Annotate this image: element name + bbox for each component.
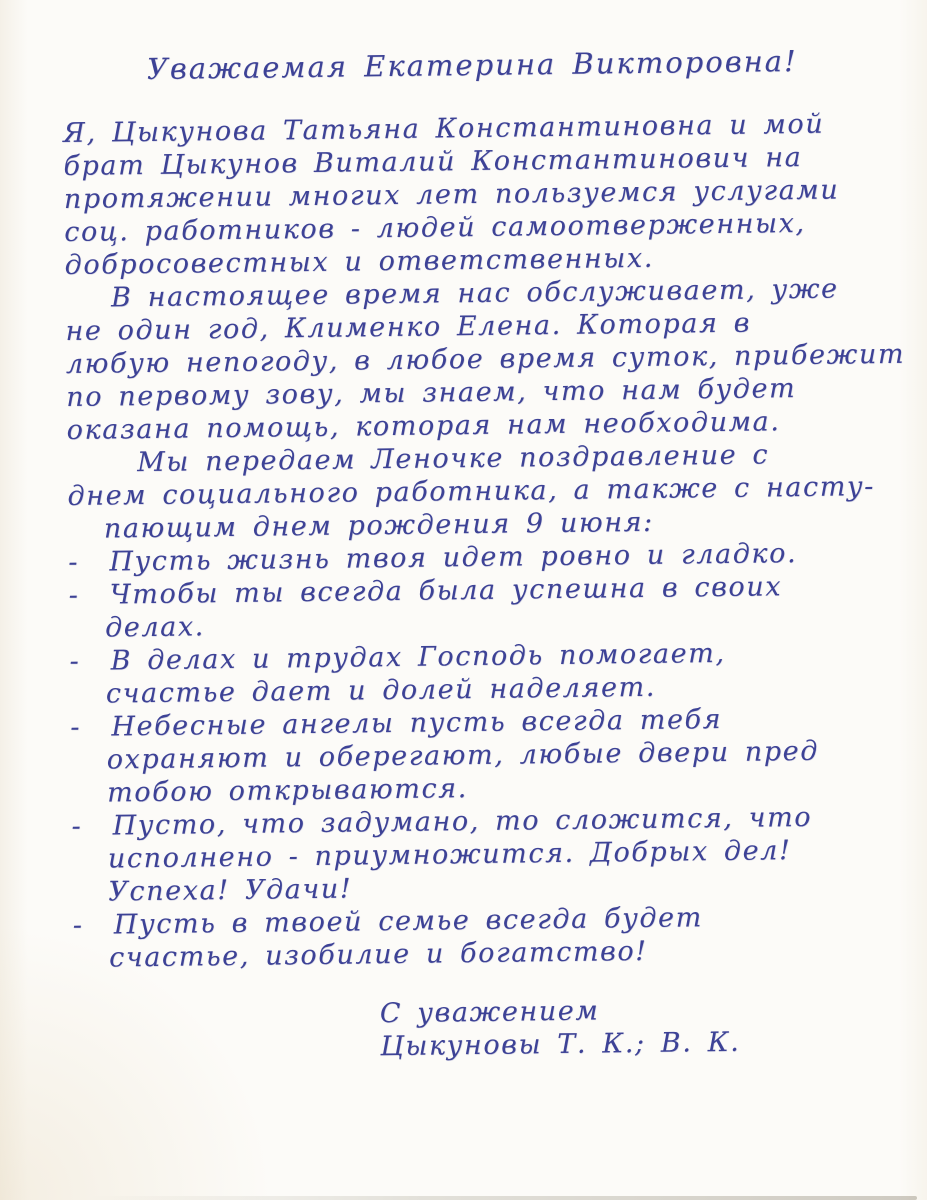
letter-line: тобою открываются.	[106, 773, 469, 809]
letter-line: счастье, изобилие и богатство!	[108, 935, 648, 974]
signature-names: Цыкуновы Т. К.; В. К.	[380, 1026, 741, 1063]
signature-closing: С уважением	[379, 995, 600, 1030]
letter-line: - Пусть в твоей семье всегда будет	[72, 902, 704, 941]
letter-line: - Чтобы ты всегда была успешна в своих	[68, 571, 783, 611]
letter-line: - Пусто, что задумано, то сложится, что	[71, 801, 813, 842]
letter-line: - Небесные ангелы пусть всегда тебя	[70, 703, 723, 743]
letter-line: оказана помощь, которая нам необходима.	[66, 406, 781, 446]
letter-line: брат Цыкунов Виталий Константинович на	[63, 141, 803, 182]
signature-block	[74, 991, 895, 1067]
letter-line: по первому зову, мы знаем, что нам будет	[66, 373, 797, 413]
letter-line: добросовестных и ответственных.	[64, 242, 655, 281]
letter-line: делах.	[104, 611, 206, 644]
letter-line: - В делах и трудах Господь помогает,	[69, 637, 726, 677]
letter-line: Я, Цыкунова Татьяна Константиновна и мой	[62, 108, 825, 150]
letter-line: исполнено - приумножится. Добрых дел!	[107, 835, 792, 875]
letter-body	[62, 107, 906, 975]
letter-line: любую непогоду, в любое время суток, прибежит	[65, 338, 906, 380]
letter-line: В настоящее время нас обслуживает, уже	[110, 273, 839, 314]
letter-line: Мы передаем Леночке поздравление с	[136, 439, 770, 479]
letter-line: днем социального работника, а также с насту-	[67, 471, 876, 512]
letter-line: соц. работников - людей самоотверженных,	[64, 207, 806, 248]
letter-line: счастье дает и долей наделяет.	[105, 671, 657, 710]
letter-salutation: Уважаемая Екатерина Викторовна!	[146, 44, 798, 86]
handwritten-letter	[62, 39, 906, 1067]
letter-line: не один год, Клименко Елена. Которая в	[65, 307, 752, 347]
letter-line: охраняют и оберегают, любые двери пред	[106, 735, 820, 776]
letter-line: протяжении многих лет пользуемся услугами	[63, 174, 840, 215]
letter-line: Успеха! Удачи!	[108, 873, 353, 908]
letter-line: пающим днем рождения 9 июня:	[103, 506, 654, 545]
letter-line: - Пусть жизнь твоя идет ровно и гладко.	[68, 538, 798, 578]
